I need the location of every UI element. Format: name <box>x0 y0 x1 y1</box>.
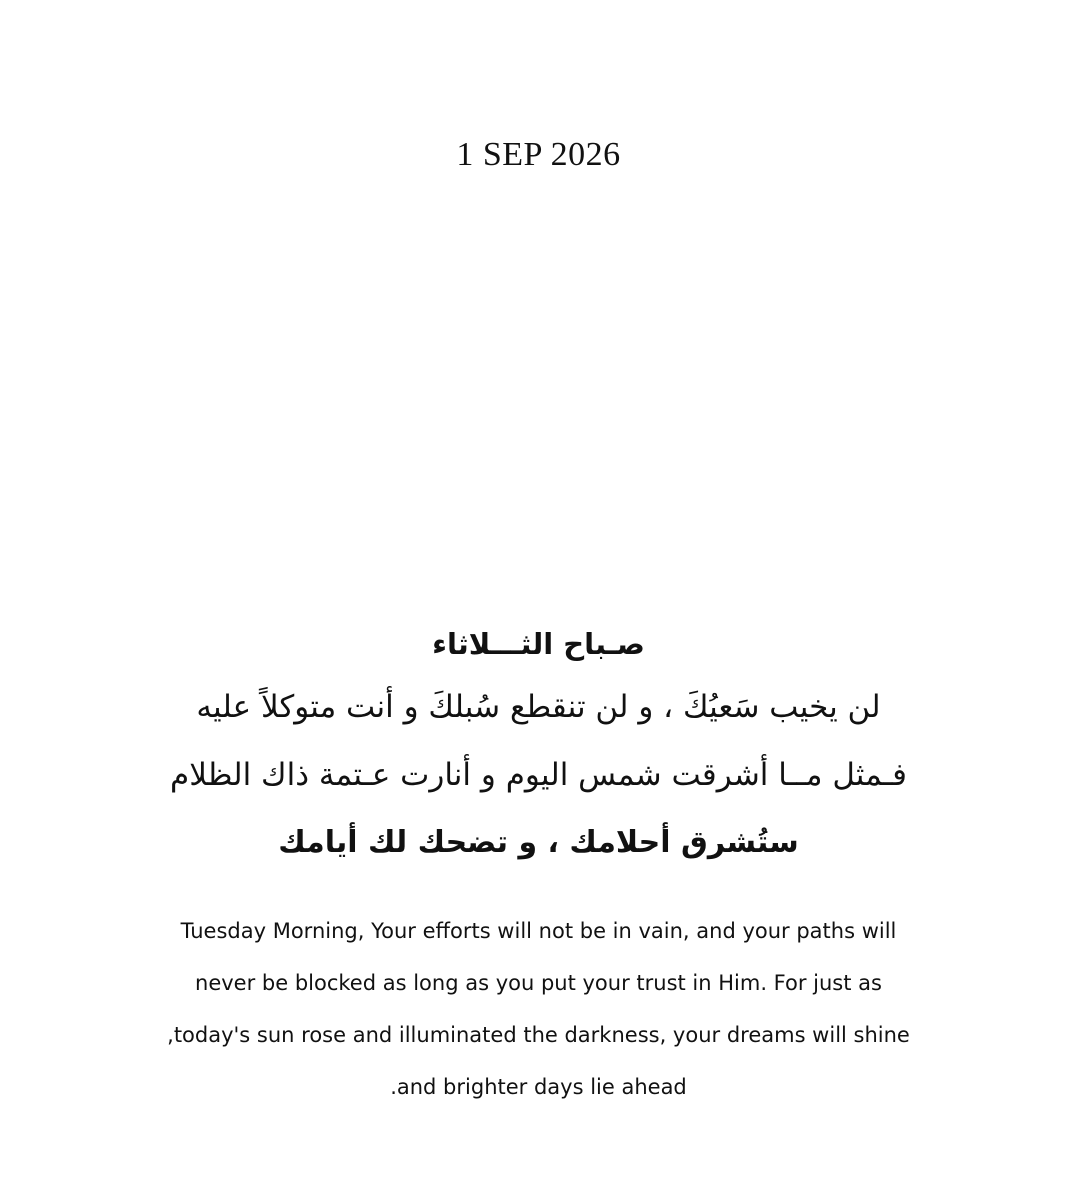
english-line-4: .and brighter days lie ahead <box>390 1075 687 1099</box>
english-line-1: Tuesday Morning, Your efforts will not be in vain, and your paths will <box>180 919 897 943</box>
arabic-line-2: فـمثل مــا أشرقت شمس اليوم و أنارت عـتمة ذاك الظلام <box>170 757 907 793</box>
english-line-3: ,today's sun rose and illuminated the darkness, your dreams will shine <box>167 1023 910 1047</box>
arabic-quote <box>130 615 947 877</box>
date-heading: 1 SEP 2026 <box>456 136 621 173</box>
english-line-2: never be blocked as long as you put your trust in Him. For just as <box>195 971 882 995</box>
english-translation <box>120 905 957 1113</box>
arabic-line-1: لن يخيب سَعيُكَ ، و لن تنقطع سُبلكَ و أنت متوكلاً عليه <box>196 689 881 725</box>
arabic-greeting-title: صـباح الثـــلاثاء <box>432 627 645 661</box>
arabic-line-3: ستُشرق أحلامك ، و تضحك لك أيامك <box>278 825 799 860</box>
